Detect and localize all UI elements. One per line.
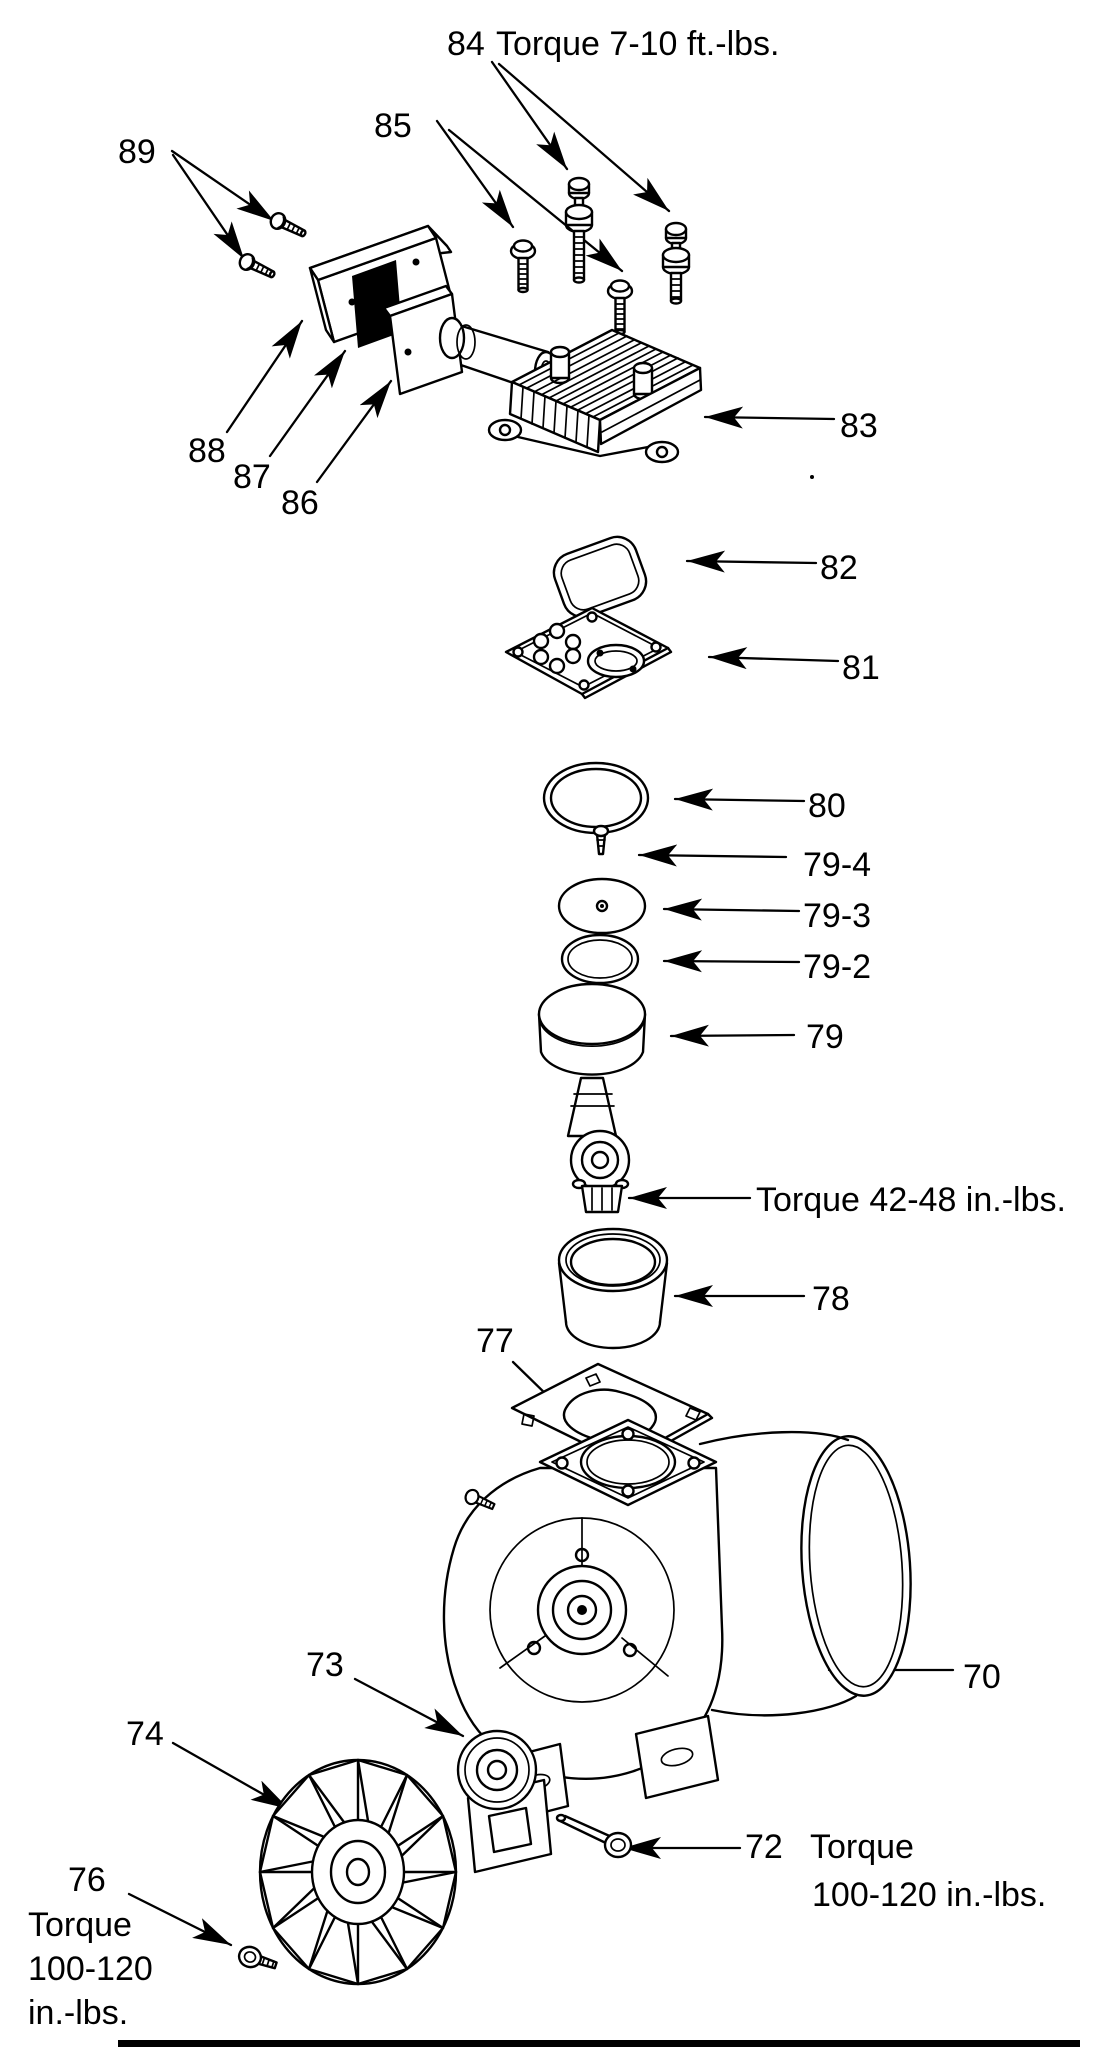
label-73: 73 xyxy=(306,1646,344,1684)
valve-plate-81 xyxy=(506,608,671,698)
screw-89-a xyxy=(268,211,308,242)
label-84-num: 84 xyxy=(447,25,485,63)
head-bolt-85-a xyxy=(511,241,535,293)
bottom-rule xyxy=(118,2040,1080,2047)
label-81: 81 xyxy=(842,649,880,687)
leader-74 xyxy=(173,1743,289,1809)
leader-79-2 xyxy=(664,961,799,962)
label-76-note-2: 100-120 xyxy=(28,1950,153,1988)
label-79: 79 xyxy=(806,1018,844,1056)
label-86: 86 xyxy=(281,484,319,522)
fan-74 xyxy=(260,1760,456,1984)
label-83: 83 xyxy=(840,407,878,445)
valve-screw-79-4 xyxy=(594,826,608,854)
leader-87 xyxy=(270,351,345,456)
leader-86 xyxy=(317,381,391,482)
leader-88 xyxy=(227,321,302,432)
head-gasket-82 xyxy=(548,531,651,622)
label-84-note: Torque 7-10 ft.-lbs. xyxy=(496,25,780,63)
label-82: 82 xyxy=(820,549,858,587)
label-80: 80 xyxy=(808,787,846,825)
bolt-72 xyxy=(557,1815,631,1857)
leader-84-a xyxy=(492,62,567,169)
leader-89-b xyxy=(173,155,244,259)
screw-89-b xyxy=(237,252,277,283)
label-79-3: 79-3 xyxy=(803,897,872,935)
cylinder-head-83 xyxy=(489,330,701,462)
leader-80 xyxy=(675,799,804,801)
label-74: 74 xyxy=(126,1715,164,1753)
leader-79 xyxy=(671,1035,794,1036)
valve-ring-79-2 xyxy=(562,935,638,983)
leader-81 xyxy=(709,657,838,661)
label-70: 70 xyxy=(963,1658,1001,1696)
print-speck xyxy=(810,475,814,479)
bolt-76 xyxy=(236,1944,278,1975)
label-89: 89 xyxy=(118,133,156,171)
label-88: 88 xyxy=(188,432,226,470)
cylinder-sleeve-78 xyxy=(559,1229,667,1348)
label-72-note-1: Torque xyxy=(810,1828,914,1866)
label-79-4: 79-4 xyxy=(803,846,872,884)
label-76-num: 76 xyxy=(68,1861,106,1899)
label-72-num: 72 xyxy=(745,1828,783,1866)
leader-76 xyxy=(129,1894,231,1945)
head-bolt-84-a xyxy=(566,178,592,283)
leader-79-3 xyxy=(664,909,799,911)
valve-disc-79-3 xyxy=(559,879,645,933)
label-78: 78 xyxy=(812,1280,850,1318)
label-77: 77 xyxy=(476,1322,514,1360)
leader-79-4 xyxy=(639,855,786,857)
label-76-note-1: Torque xyxy=(28,1906,132,1944)
label-87: 87 xyxy=(233,458,271,496)
o-ring-80 xyxy=(544,763,648,833)
head-bolt-84-b xyxy=(663,223,689,304)
leader-73 xyxy=(355,1679,463,1736)
label-79-2: 79-2 xyxy=(803,948,872,986)
leader-82 xyxy=(687,561,816,563)
label-rod-torque: Torque 42-48 in.-lbs. xyxy=(756,1181,1066,1219)
label-76-note-3: in.-lbs. xyxy=(28,1994,129,2032)
leader-83 xyxy=(705,417,834,419)
piston-assembly-79 xyxy=(539,984,645,1212)
label-85: 85 xyxy=(374,107,412,145)
label-72-note-2: 100-120 in.-lbs. xyxy=(812,1876,1047,1914)
head-bolt-85-b xyxy=(608,281,632,335)
leader-89-a xyxy=(172,151,274,221)
